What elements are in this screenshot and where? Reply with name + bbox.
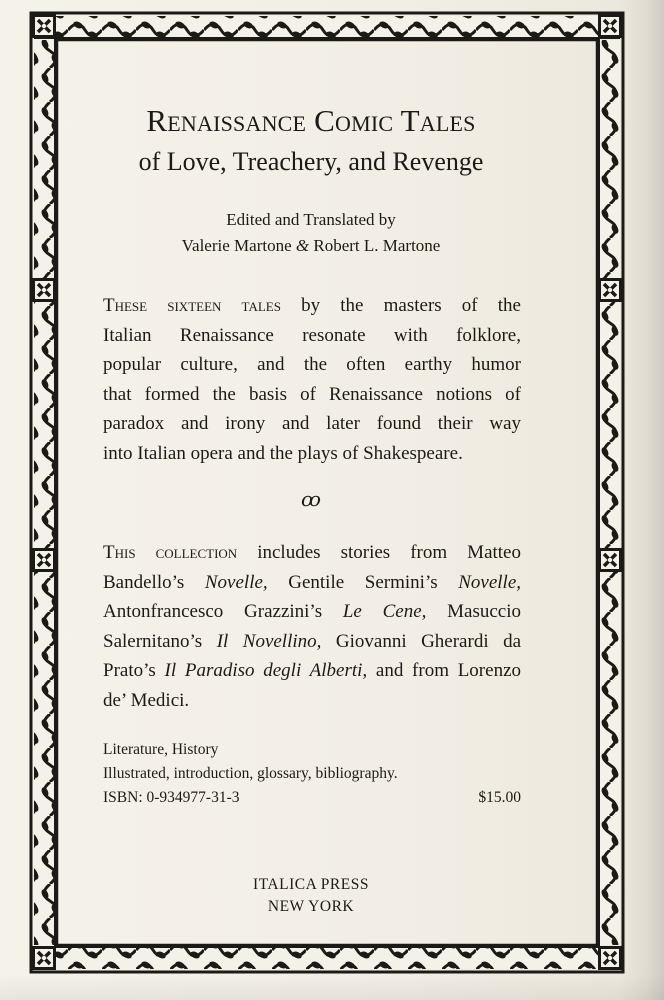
publisher-city: NEW YORK [267,898,355,915]
paragraph-line: de’ Medici. [103,689,190,711]
editor-1: Valerie Martone [181,236,292,255]
paragraph-line: that formed the basis of Renaissance notions of [103,383,521,405]
paragraph-line: These sixteen tales by the masters of the [103,295,521,316]
paragraph-line: Salernitano’s Il Novellino, Giovanni Gherardi da [103,630,522,652]
paragraph-line: Antonfrancesco Grazzini’s Le Cene, Masuccio [103,601,521,622]
category-text: Literature, History [103,741,219,758]
isbn-row [103,789,521,807]
paragraph-line: Prato’s Il Paradiso degli Alberti, and from Lorenzo [103,660,522,681]
book-subtitle: of Love, Treachery, and Revenge [138,147,484,176]
ornament-icon: ꝏ [301,489,321,511]
publisher-name: ITALICA PRESS [253,876,369,893]
editor-2: Robert L. Martone [313,236,441,255]
isbn-text: ISBN: 0-934977-31-3 [103,789,240,806]
collection-paragraph [103,538,521,715]
paragraph-line: This collection includes stories from Matteo [103,542,521,563]
book-title: Renaissance Comic Tales [146,103,476,138]
price-text: $15.00 [478,789,521,806]
lead-in: These sixteen tales [103,295,281,316]
edited-by-line: Edited and Translated by [226,210,396,229]
ampersand: & [295,236,310,255]
paragraph-line: Bandello’s Novelle, Gentile Sermini’s Novelle, [103,571,521,593]
paragraph-line: paradox and irony and later found their way [103,413,521,434]
paragraph-line: Italian Renaissance resonate with folklore, [103,324,521,346]
features-text: Illustrated, introduction, glossary, bibliography. [103,765,398,782]
editors-line [96,236,526,256]
paragraph-line: popular culture, and the often earthy humor [103,354,521,375]
lead-in: This collection [103,542,238,563]
paragraph-line: into Italian opera and the plays of Shakespeare. [103,442,463,464]
description-paragraph [103,291,521,468]
